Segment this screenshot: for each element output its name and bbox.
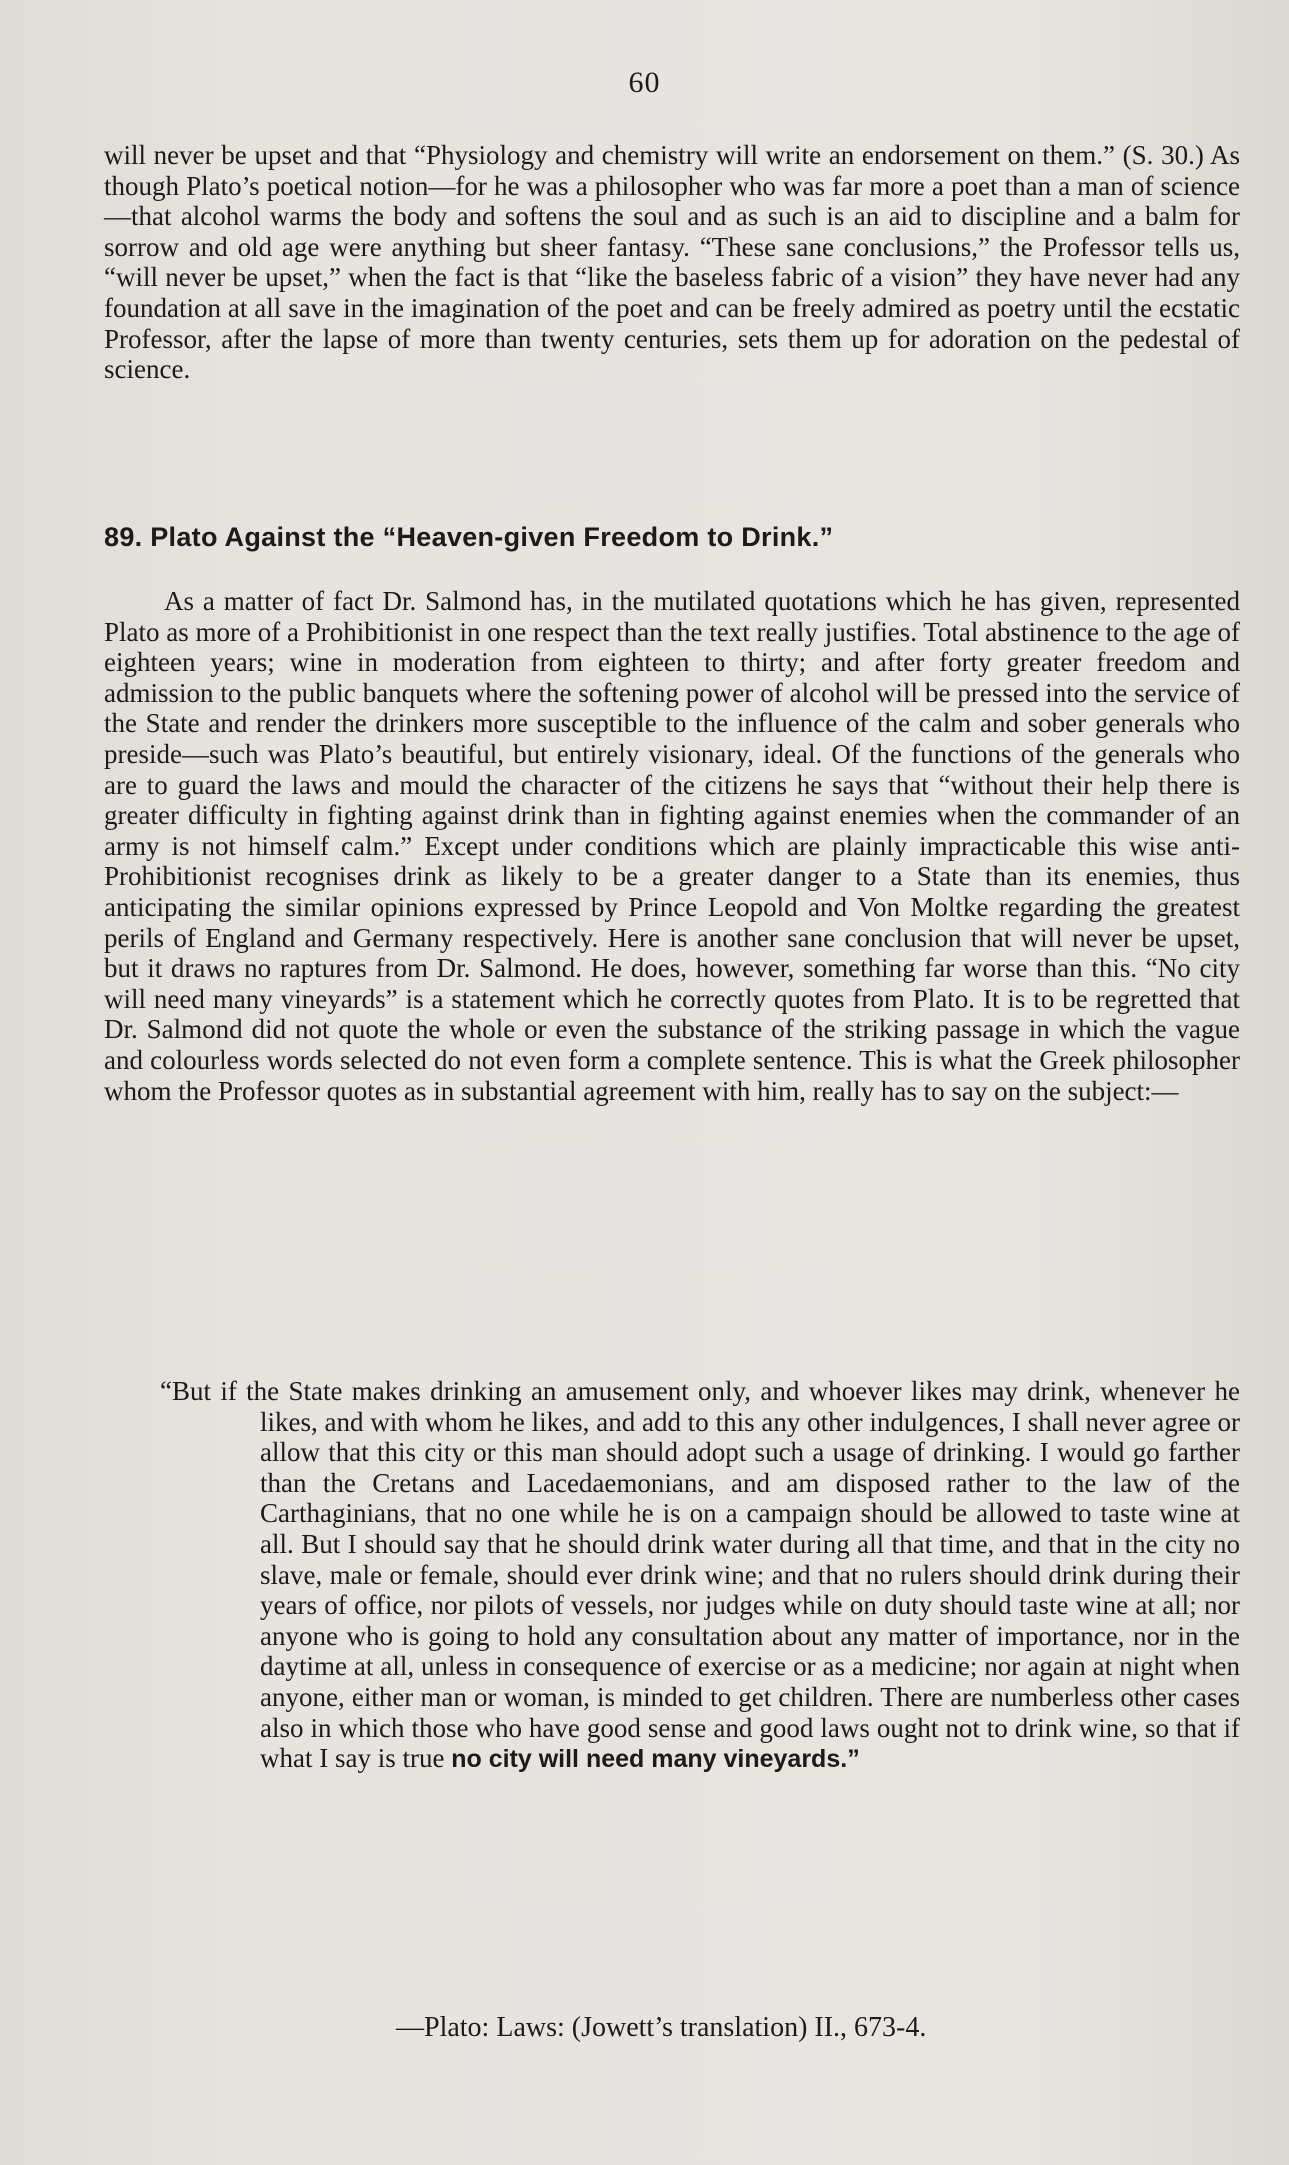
quotation-text: “But if the State makes drinking an amusement only, and whoever likes may drink, whenever he likes, and with whom he likes, and add to this any other indulgences, I shall never agree or allow that this city or this man should adopt such a usage of drinking. I would go farther than the Cretans and Lacedaemonians, and am disposed rather to the law of the Carthaginians, that no one while he is on a campaign should be allowed to taste wine at all. But I should say that he should drink water during all that time, and that in the city no slave, male or female, should ever drink wine; and that no rulers should drink during their years of office, nor pilots of vessels, nor judges while on duty should taste wine at all; nor anyone who is going to hold any consultation about any matter of importance, nor in the daytime at all, unless in consequence of exercise or as a medicine; nor again at night when anyone, either man or woman, is minded to get children. There are numberless other cases also in which those who have good sense and good laws ought not to drink wine, so that if what I say is true — [160, 1376, 1240, 1774]
section-heading: 89. Plato Against the “Heaven-given Freedom to Drink.” — [104, 522, 834, 552]
paragraph-continued: will never be upset and that “Physiology and chemistry will write an endorsement on them.” (S. 30.) As though Plato’s poetical notion—for he was a philosopher who was far more a poet than a man of science—that alcohol warms the body and softens the soul and as such is an aid to discipline and a balm for sorrow and old age were anything but sheer fantasy. “These sane conclusions,” the Professor tells us, “will never be upset,” when the fact is that “like the baseless fabric of a vision” they have never had any foundation at all save in the imagination of the poet and can be freely admired as poetry until the ecstatic Professor, after the lapse of more than twenty centuries, sets them up for adoration on the pedestal of science. — [104, 140, 1240, 385]
paragraph-salmond: As a matter of fact Dr. Salmond has, in the mutilated quotations which he has given, represented Plato as more of a Prohibitionist in one respect than the text really justifies. Total abstinence to the age of eighteen years; wine in moderation from eighteen to thirty; and after forty greater freedom and admission to the public banquets where the softening power of alcohol will be pressed into the service of the State and render the drinkers more susceptible to the influence of the calm and sober generals who preside—such was Plato’s beautiful, but entirely visionary, ideal. Of the functions of the generals who are to guard the laws and mould the character of the citizens he says that “without their help there is greater difficulty in fighting against drink than in fighting against enemies when the commander of an army is not himself calm.” Except under conditions which are plainly impracticable this wise anti-Prohibitionist recognises drink as likely to be a greater danger to a State than its enemies, thus anticipating the similar opinions expressed by Prince Leopold and Von Moltke regarding the greatest perils of England and Germany respectively. Here is another sane conclusion that will never be upset, but it draws no raptures from Dr. Salmond. He does, however, something far worse than this. “No city will need many vineyards” is a statement which he correctly quotes from Plato. It is to be regretted that Dr. Salmond did not quote the whole or even the substance of the striking passage in which the vague and colourless words selected do not even form a complete sentence. This is what the Greek philosopher whom the Professor quotes as in substantial agreement with him, really has to say on the subject:— — [104, 586, 1240, 1106]
page-number: 60 — [628, 66, 661, 99]
quotation-emphasis: no city will need many vineyards. — [451, 1745, 848, 1774]
citation: —Plato: Laws: (Jowett’s translation) II., 673-4. — [396, 2012, 927, 2043]
quotation-close-mark: ” — [847, 1745, 860, 1774]
plato-quotation — [160, 1376, 1240, 1775]
